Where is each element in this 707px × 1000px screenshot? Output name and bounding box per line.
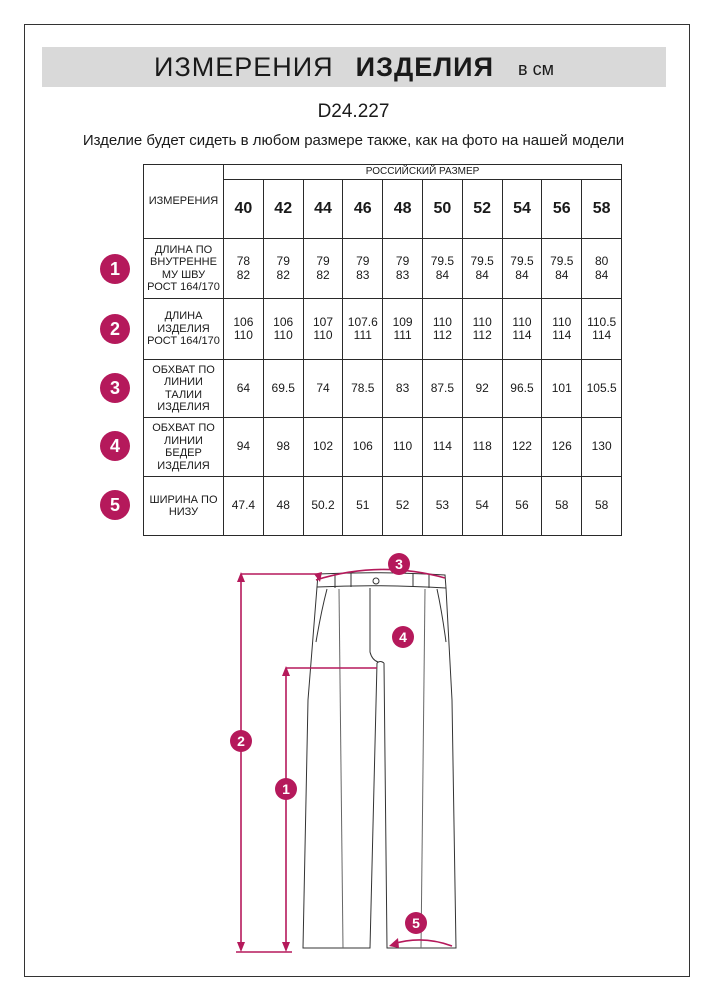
measurement-value: 126 [542,418,582,477]
svg-text:2: 2 [237,733,245,749]
size-column-header: 42 [263,180,303,239]
measurement-value: 64 [224,360,264,418]
size-column-header: 50 [422,180,462,239]
measurement-value: 96.5 [502,360,542,418]
svg-text:4: 4 [399,629,407,645]
measurement-value: 130 [582,418,622,477]
measurement-value: 106 110 [224,299,264,360]
measurement-value: 69.5 [263,360,303,418]
measurement-value: 52 [383,477,423,536]
title-bold: ИЗДЕЛИЯ [355,51,494,82]
size-column-header: 44 [303,180,343,239]
measurement-value: 58 [542,477,582,536]
diagram-marker [405,912,427,934]
size-column-header: 48 [383,180,423,239]
article-code: D24.227 [317,101,390,122]
measurement-value: 118 [462,418,502,477]
measurement-value: 110 114 [542,299,582,360]
diagram-marker [392,626,414,648]
svg-text:3: 3 [395,556,403,572]
svg-text:1: 1 [282,781,290,797]
diagram-marker [230,730,252,752]
measurement-value: 114 [422,418,462,477]
measurement-value: 79 82 [263,239,303,299]
measurement-value: 79.5 84 [422,239,462,299]
title-light: ИЗМЕРЕНИЯ [154,51,334,82]
size-column-header: 54 [502,180,542,239]
measurement-value: 101 [542,360,582,418]
measurement-value: 51 [343,477,383,536]
size-column-header: 40 [224,180,264,239]
measurement-label: ОБХВАТ ПО ЛИНИИ БЕДЕР ИЗДЕЛИЯ [144,418,224,477]
measurement-value: 87.5 [422,360,462,418]
row-number-badge: 2 [100,314,130,344]
measurement-value: 58 [582,477,622,536]
measurement-value: 109 111 [383,299,423,360]
measurement-value: 107.6 111 [343,299,383,360]
row-number-badge: 3 [100,373,130,403]
measurement-value: 74 [303,360,343,418]
title-unit: в см [518,58,554,79]
measurement-label: ДЛИНА ПО ВНУТРЕННЕ МУ ШВУ РОСТ 164/170 [144,239,224,299]
measurement-value: 79.5 84 [542,239,582,299]
row-number-badge: 4 [100,431,130,461]
measurement-value: 79 83 [343,239,383,299]
measurement-value: 78.5 [343,360,383,418]
measurement-value: 105.5 [582,360,622,418]
measurement-label: ДЛИНА ИЗДЕЛИЯ РОСТ 164/170 [144,299,224,360]
measurement-value: 106 110 [263,299,303,360]
measurement-value: 110 114 [502,299,542,360]
row-number-badge: 5 [100,490,130,520]
size-header: РОССИЙСКИЙ РАЗМЕР [224,165,622,180]
measurement-value: 110 112 [422,299,462,360]
measurement-value: 92 [462,360,502,418]
measurement-value: 106 [343,418,383,477]
measurement-value: 98 [263,418,303,477]
row-number-badge: 1 [100,254,130,284]
measurement-value: 78 82 [224,239,264,299]
measurement-value: 102 [303,418,343,477]
measurement-value: 47.4 [224,477,264,536]
size-column-header: 56 [542,180,582,239]
diagram-marker [275,778,297,800]
measurement-value: 50.2 [303,477,343,536]
measurement-value: 79 82 [303,239,343,299]
fit-note: Изделие будет сидеть в любом размере также, как на фото на нашей модели [82,132,625,149]
corner-label: ИЗМЕРЕНИЯ [144,165,224,239]
measurement-value: 80 84 [582,239,622,299]
measurement-value: 79 83 [383,239,423,299]
svg-text:5: 5 [412,915,420,931]
size-column-header: 46 [343,180,383,239]
measurement-label: ШИРИНА ПО НИЗУ [144,477,224,536]
measurement-value: 53 [422,477,462,536]
measurement-value: 54 [462,477,502,536]
measurement-value: 48 [263,477,303,536]
measurement-value: 110.5 114 [582,299,622,360]
measurement-value: 79.5 84 [502,239,542,299]
size-column-header: 52 [462,180,502,239]
diagram-marker [388,553,410,575]
measurement-value: 56 [502,477,542,536]
measurement-value: 110 [383,418,423,477]
measurement-value: 122 [502,418,542,477]
measurement-label: ОБХВАТ ПО ЛИНИИ ТАЛИИ ИЗДЕЛИЯ [144,360,224,418]
measurement-value: 107 110 [303,299,343,360]
measurement-value: 83 [383,360,423,418]
size-column-header: 58 [582,180,622,239]
measurement-value: 110 112 [462,299,502,360]
measurement-value: 94 [224,418,264,477]
measurement-value: 79.5 84 [462,239,502,299]
